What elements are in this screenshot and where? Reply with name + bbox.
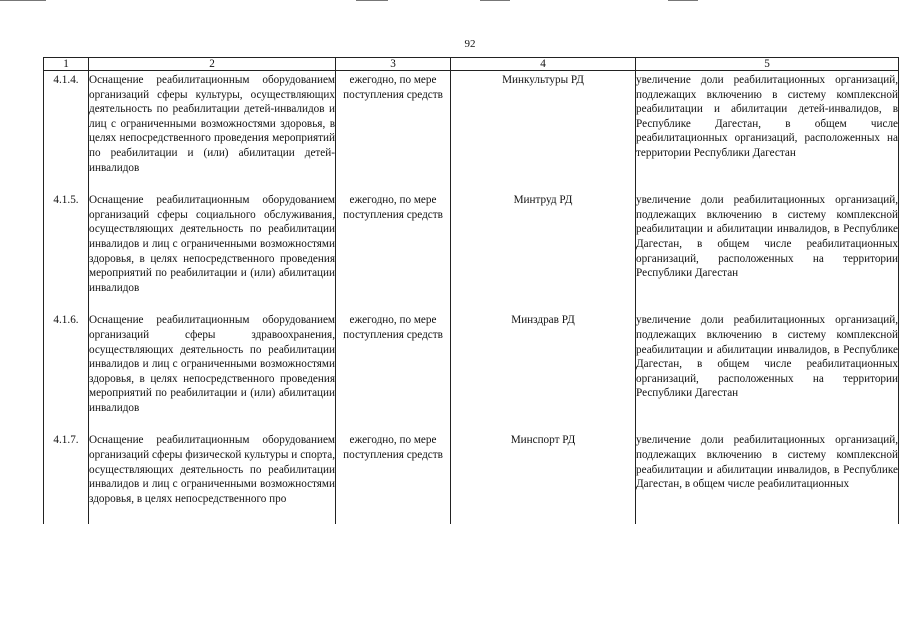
page-number: 92 (464, 38, 476, 50)
top-rule-left (0, 0, 46, 1)
column-number-2: 2 (89, 58, 336, 71)
measure-description: Оснащение реабилитационным оборудованием организаций сферы здравоохранения, осуществляющих деятельность по реабилитации инвалидов и лиц с ограниченными возможностями здоровья, в целях непосредственного проведения мероприятий по реабилитации и (или) абилитации инвалидов (89, 313, 336, 433)
deadline: ежегодно, по мере поступления средств (336, 313, 451, 433)
deadline: ежегодно, по мере поступления средств (336, 71, 451, 194)
column-number-5: 5 (636, 58, 899, 71)
column-number-row (44, 58, 899, 71)
measure-description: Оснащение реабилитационным оборудованием организаций сферы физической культуры и спорта, осуществляющих деятельность по реабилитации инвалидов и лиц с ограниченными возможностями здоровья, в целях непосредственного про (89, 433, 336, 524)
deadline: ежегодно, по мере поступления средств (336, 193, 451, 313)
executor: Минтруд РД (451, 193, 636, 313)
executor: Минспорт РД (451, 433, 636, 524)
expected-result: увеличение доли реабилитационных организаций, подлежащих включению в систему комплексной реабилитации и абилитации детей-инвалидов, в Республике Дагестан, в общем числе реабилитационных организаций, расположенных на территории Республики Дагестан (636, 71, 899, 194)
measure-description: Оснащение реабилитационным оборудованием организаций сферы культуры, осуществляющих деятельность по реабилитации детей-инвалидов и лиц с ограниченными возможностями здоровья, в целях непосредственного проведения мероприятий по реабилитации и (или) абилитации детей-инвалидов (89, 71, 336, 194)
top-rule-far-right (668, 0, 698, 1)
expected-result: увеличение доли реабилитационных организаций, подлежащих включению в систему комплексной реабилитации и абилитации инвалидов, в Республике Дагестан, в общем числе реабилитационных организаций, расположенных на территории Республики Дагестан (636, 313, 899, 433)
measures-table (43, 57, 899, 524)
table-row (44, 313, 899, 433)
column-number-1: 1 (44, 58, 89, 71)
deadline: ежегодно, по мере поступления средств (336, 433, 451, 524)
table-row (44, 71, 899, 194)
item-number: 4.1.7. (44, 433, 89, 524)
measure-description: Оснащение реабилитационным оборудованием организаций сферы социального обслуживания, осуществляющих деятельность по реабилитации инвалидов и лиц с ограниченными возможностями здоровья, в целях непосредственного проведения мероприятий по реабилитации и (или) абилитации инвалидов (89, 193, 336, 313)
executor: Минздрав РД (451, 313, 636, 433)
item-number: 4.1.6. (44, 313, 89, 433)
table-row (44, 433, 899, 524)
top-rule-mid (356, 0, 388, 1)
item-number: 4.1.4. (44, 71, 89, 194)
column-number-3: 3 (336, 58, 451, 71)
table-row (44, 193, 899, 313)
executor: Минкультуры РД (451, 71, 636, 194)
top-rule-right (480, 0, 510, 1)
item-number: 4.1.5. (44, 193, 89, 313)
column-number-4: 4 (451, 58, 636, 71)
expected-result: увеличение доли реабилитационных организаций, подлежащих включению в систему комплексной реабилитации и абилитации инвалидов, в Республике Дагестан, в общем числе реабилитационных (636, 433, 899, 524)
expected-result: увеличение доли реабилитационных организаций, подлежащих включению в систему комплексной реабилитации и абилитации инвалидов, в Республике Дагестан, в общем числе реабилитационных организаций, расположенных на территории Республики Дагестан (636, 193, 899, 313)
